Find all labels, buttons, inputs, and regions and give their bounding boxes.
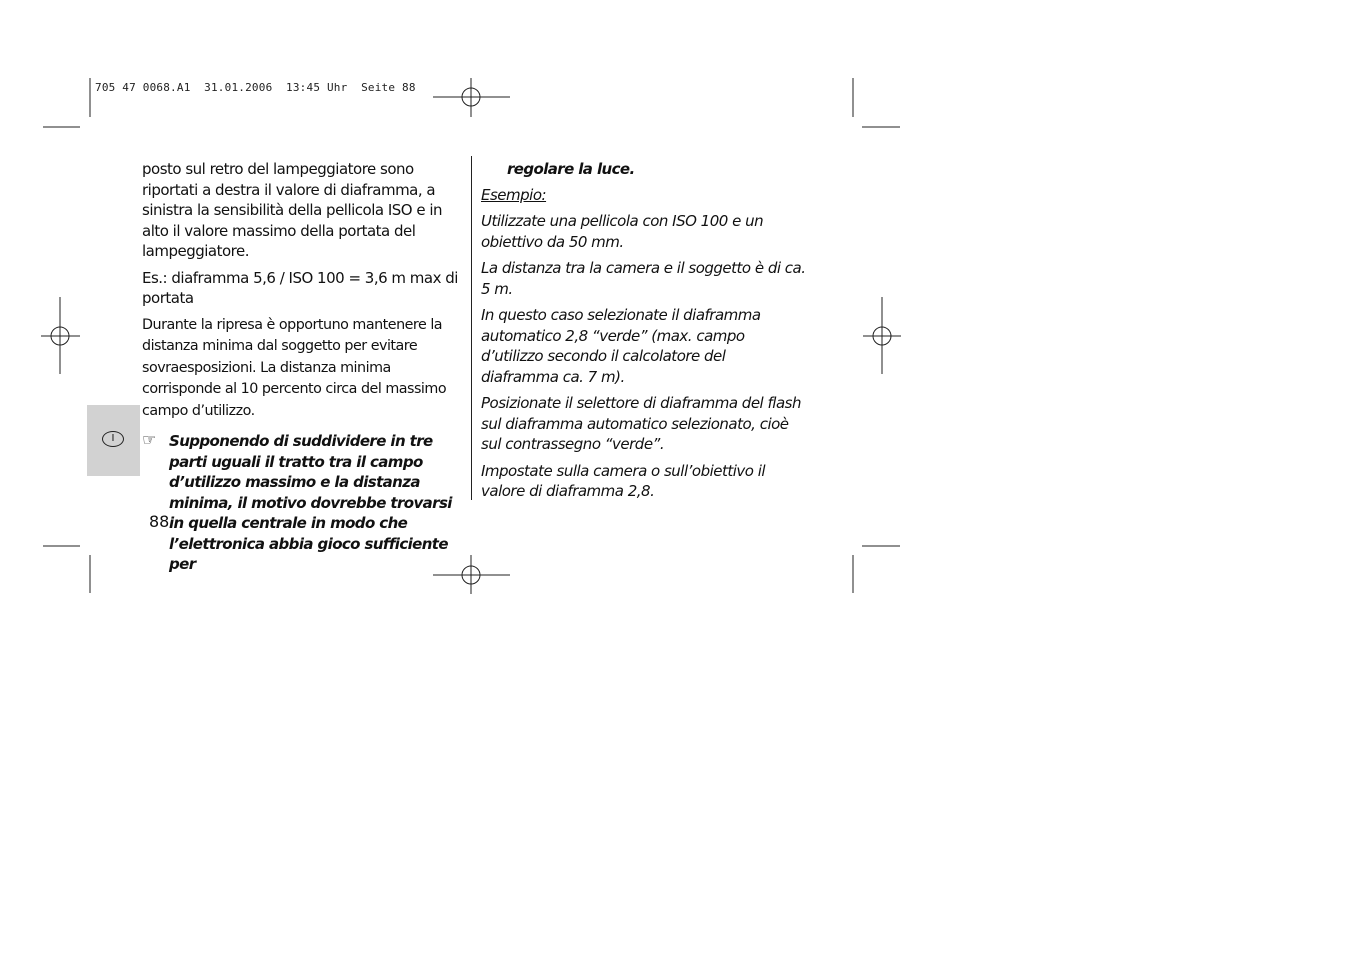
left-paragraph-3: Durante la ripresa è opportuno mantenere la distanza minima dal soggetto per evitare sovraesposizioni. La distanza minima corrisponde al 10 percento circa del massimo campo d’utilizzo. xyxy=(142,316,447,419)
note-block xyxy=(142,431,464,575)
right-paragraph-5: Impostate sulla camera o sull’obiettivo il valore di diaframma 2,8. xyxy=(481,461,766,500)
language-tab xyxy=(87,405,140,476)
right-paragraph-1: Utilizzate una pellicola con ISO 100 e un obiettivo da 50 mm. xyxy=(481,212,764,251)
right-paragraph-2: La distanza tra la camera e il soggetto è di ca. 5 m. xyxy=(481,259,806,298)
right-paragraph-3: In questo caso selezionate il diaframma automatico 2,8 “verde” (max. campo d’utilizzo secondo il calcolatore del diaframma ca. 7 m). xyxy=(481,306,761,386)
note-text: Supponendo di suddividere in tre parti uguali il tratto tra il campo d’utilizzo massimo e la distanza minima, il motivo dovrebbe trovarsi in quella centrale in modo che l’elettronica abbia gioco sufficiente per xyxy=(169,432,452,573)
note-continuation: regolare la luce. xyxy=(507,160,635,178)
left-paragraph-1: posto sul retro del lampeggiatore sono riportati a destra il valore di diaframma, a sinistra la sensibilità della pellicola ISO e in alto il valore massimo della portata del lampeggiatore. xyxy=(142,160,443,260)
left-paragraph-2: Es.: diaframma 5,6 / ISO 100 = 3,6 m max di portata xyxy=(142,268,458,307)
print-slug: 705 47 0068.A1 31.01.2006 13:45 Uhr Seite 88 xyxy=(95,81,416,94)
page-number: 88 xyxy=(149,512,170,531)
language-tab-label: I xyxy=(102,431,124,447)
column-divider xyxy=(471,156,472,500)
right-paragraph-4: Posizionate il selettore di diaframma del flash sul diaframma automatico selezionato, cioè sul contrassegno “verde”. xyxy=(481,394,801,453)
example-heading: Esempio: xyxy=(481,185,547,204)
pointing-hand-icon: ☞ xyxy=(142,430,156,449)
left-column xyxy=(142,159,464,575)
right-column xyxy=(481,159,807,508)
